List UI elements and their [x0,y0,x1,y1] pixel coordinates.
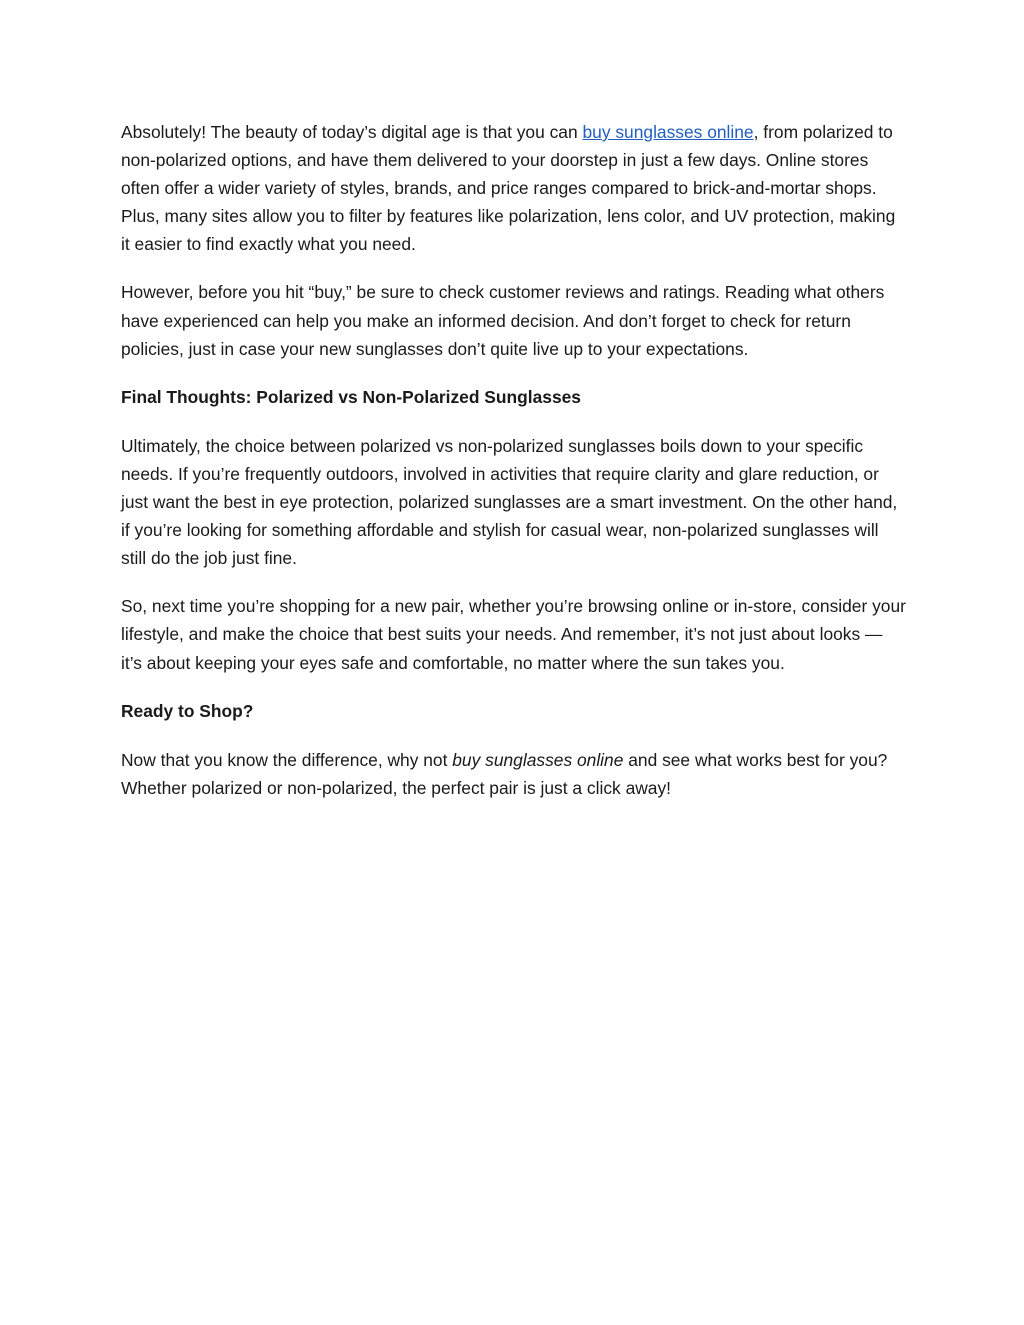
paragraph-text: , from polarized to non-polarized options, and have them delivered to your doorstep in just a few days. Online stores often offer a wider variety of styles, brands, and price ranges compared to brick-and-mortar shops. Plus, many sites allow you to filter by features like polarization, lens color, and UV protection, making it easier to find exactly what you need. [121,122,896,255]
paragraph-lifestyle: So, next time you’re shopping for a new pair, whether you’re browsing online or in-store, consider your lifestyle, and make the choice that best suits your needs. And remember, it’s not just about looks — it’s about keeping your eyes safe and comfortable, no matter where the sun takes you. [121,596,906,673]
document-page [121,118,907,822]
paragraph-online-shopping [121,118,907,258]
section-heading-ready-to-shop: Ready to Shop? [121,700,254,721]
paragraph-call-to-action [121,746,907,802]
paragraph-reviews: However, before you hit “buy,” be sure to check customer reviews and ratings. Reading what others have experienced can help you make an informed decision. And don’t forget to check for return policies, just in case your new sunglasses don’t quite live up to your expectations. [121,282,885,359]
paragraph-text: Absolutely! The beauty of today’s digital age is that you can [121,122,583,142]
paragraph-choice: Ultimately, the choice between polarized vs non-polarized sunglasses boils down to your specific needs. If you’re frequently outdoors, involved in activities that require clarity and glare reduction, or just want the best in eye protection, polarized sunglasses are a smart investment. On the other hand, if you’re looking for something affordable and stylish for casual wear, non-polarized sunglasses will still do the job just fine. [121,435,898,569]
emphasized-text: buy sunglasses online [452,749,624,770]
paragraph-text: and see what works best for you? Whether polarized or non-polarized, the perfect pair is just a click away! [121,749,888,798]
paragraph-text: Now that you know the difference, why not [121,749,453,770]
buy-sunglasses-online-link[interactable]: buy sunglasses online [582,122,754,142]
section-heading-final-thoughts: Final Thoughts: Polarized vs Non-Polarized Sunglasses [121,386,581,407]
